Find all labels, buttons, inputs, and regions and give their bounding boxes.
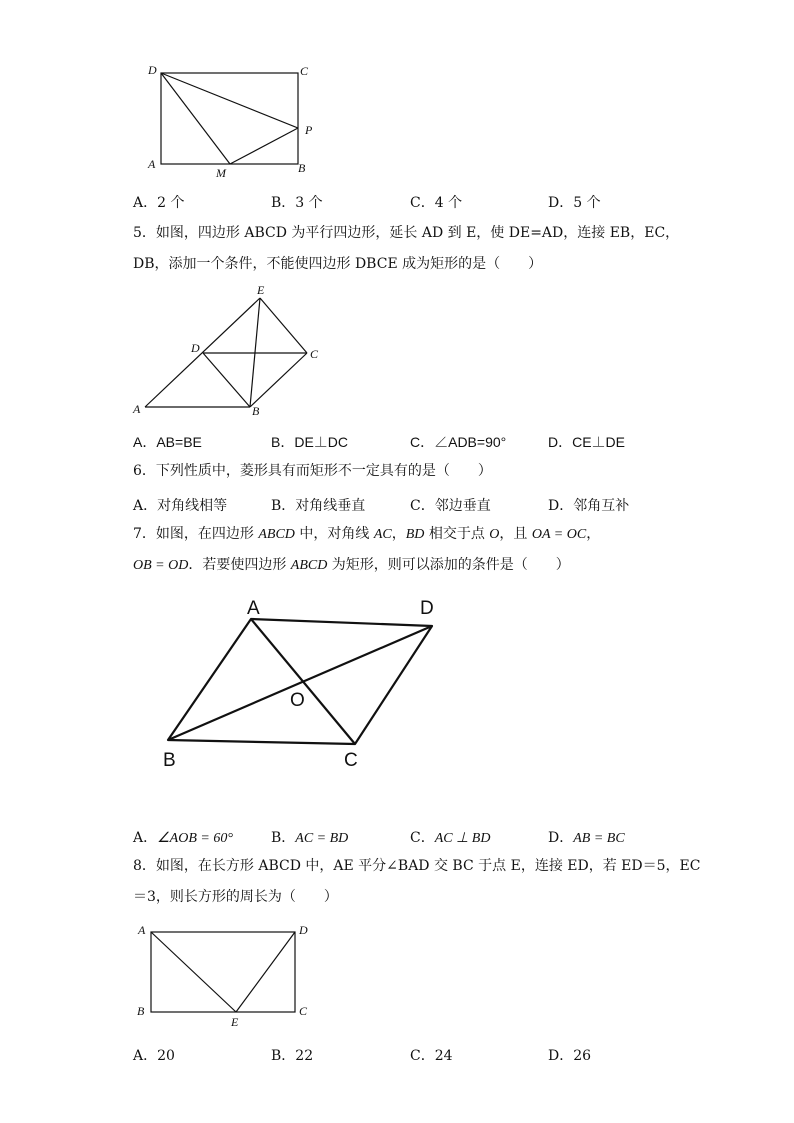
q6-stem: 6．下列性质中，菱形具有而矩形不一定具有的是（ ） — [133, 463, 492, 479]
fig7-label-d: D — [420, 598, 434, 619]
q7-option-expr: AC = BD — [295, 831, 349, 846]
fig7-label-o: O — [290, 690, 305, 711]
rectangle-abcd — [151, 932, 295, 1012]
q7-option-d[interactable] — [548, 827, 625, 847]
fig4-label-a: A — [148, 157, 156, 171]
q7-math: ABCD — [290, 558, 328, 573]
segment-ec — [260, 298, 307, 353]
segment-ae — [145, 298, 260, 407]
q7-text: 相交于点 — [424, 526, 490, 542]
segment-eb — [250, 298, 260, 407]
q5-option-a[interactable]: A．AB=BE — [133, 434, 202, 450]
quadrilateral-abcd — [168, 619, 432, 744]
q5-option-b[interactable]: B．DE⊥DC — [271, 434, 349, 450]
q6-option-d[interactable]: D．邻角互补 — [548, 498, 630, 514]
fig5-label-e: E — [257, 283, 265, 297]
q7-stem-line1 — [133, 526, 600, 543]
q7-option-expr: AC ⊥ BD — [434, 831, 491, 846]
q8-stem-line2: ＝3，则长方形的周长为（ ） — [133, 889, 338, 905]
q8-stem-line1: 8．如图，在长方形 ABCD 中，AE 平分∠BAD 交 BC 于点 E，连接 ED，若 ED＝5，EC — [133, 858, 701, 874]
q7-text: ．若要使四边形 — [188, 557, 291, 573]
q7-math: OB = OD — [133, 558, 189, 573]
fig4-label-m: M — [216, 166, 226, 180]
fig7-label-a: A — [247, 598, 260, 619]
q5-stem-line2: DB，添加一个条件，不能使四边形 DBCE 成为矩形的是（ ） — [133, 256, 543, 272]
q7-text: ， — [391, 526, 406, 542]
segment-bc — [250, 353, 307, 407]
q7-option-c[interactable] — [410, 827, 490, 847]
diagonal-ac — [251, 619, 355, 744]
q7-option-letter: C． — [410, 830, 435, 846]
q7-option-a[interactable] — [133, 827, 233, 847]
fig4-label-b: B — [298, 161, 306, 175]
fig5-label-c: C — [310, 347, 319, 361]
segment-ed — [236, 932, 295, 1012]
q5-option-d[interactable]: D．CE⊥DE — [548, 434, 626, 450]
q7-stem-line2 — [133, 557, 570, 574]
q5-option-c[interactable]: C．∠ADB=90° — [410, 434, 507, 450]
q7-text: 为矩形，则可以添加的条件是（ ） — [327, 557, 570, 573]
q7-option-letter: A． — [133, 830, 158, 846]
segment-mp — [230, 128, 298, 164]
q6-option-c[interactable]: C．邻边垂直 — [410, 498, 491, 514]
fig8-label-e: E — [231, 1015, 239, 1029]
q7-text: ，且 — [499, 526, 532, 542]
fig8-label-a: A — [138, 923, 146, 937]
q5-stem-line1: 5．如图，四边形 ABCD 为平行四边形，延长 AD 到 E，使 DE=AD，连接 EB，EC， — [133, 225, 680, 241]
q7-option-expr: ∠AOB = 60° — [157, 831, 233, 846]
fig8-label-c: C — [299, 1004, 308, 1018]
diagonal-bd — [168, 626, 432, 740]
fig4-label-c: C — [300, 64, 309, 78]
q8-option-d[interactable]: D．26 — [548, 1048, 592, 1064]
q7-math: AC — [373, 527, 392, 542]
q7-option-expr: AB = BC — [573, 831, 625, 846]
q4-option-a[interactable]: A．2 个 — [133, 195, 185, 211]
q4-option-c[interactable]: C．4 个 — [410, 195, 463, 211]
fig4-label-p: P — [305, 123, 313, 137]
q8-option-b[interactable]: B．22 — [271, 1048, 314, 1064]
fig5-label-d: D — [191, 341, 200, 355]
q7-math: OA = OC — [531, 527, 587, 542]
fig4-label-d: D — [148, 63, 157, 77]
q7-option-letter: B． — [271, 830, 296, 846]
q7-math: O — [489, 527, 500, 542]
fig5-label-b: B — [252, 404, 260, 418]
q4-option-d[interactable]: D．5 个 — [548, 195, 601, 211]
fig5-label-a: A — [133, 402, 141, 416]
q8-option-c[interactable]: C．24 — [410, 1048, 453, 1064]
segment-db — [203, 353, 250, 407]
segment-dm — [161, 73, 230, 164]
fig8-label-d: D — [299, 923, 308, 937]
q7-text: ， — [586, 526, 601, 542]
q4-option-b[interactable]: B．3 个 — [271, 195, 323, 211]
q7-option-letter: D． — [548, 830, 574, 846]
segment-ae — [151, 932, 236, 1012]
segment-dp — [161, 73, 298, 128]
q6-option-a[interactable]: A．对角线相等 — [133, 498, 228, 514]
q7-math: ABCD — [258, 527, 295, 542]
q7-math: BD — [405, 527, 425, 542]
q7-text: 7．如图，在四边形 — [133, 526, 259, 542]
q8-option-a[interactable]: A．20 — [133, 1048, 175, 1064]
fig8-label-b: B — [137, 1004, 145, 1018]
q7-option-b[interactable] — [271, 827, 348, 847]
fig7-label-c: C — [344, 750, 358, 771]
q6-option-b[interactable]: B．对角线垂直 — [271, 498, 366, 514]
fig7-label-b: B — [163, 750, 176, 771]
q7-text: 中，对角线 — [294, 526, 374, 542]
rectangle-abcd — [161, 73, 298, 164]
